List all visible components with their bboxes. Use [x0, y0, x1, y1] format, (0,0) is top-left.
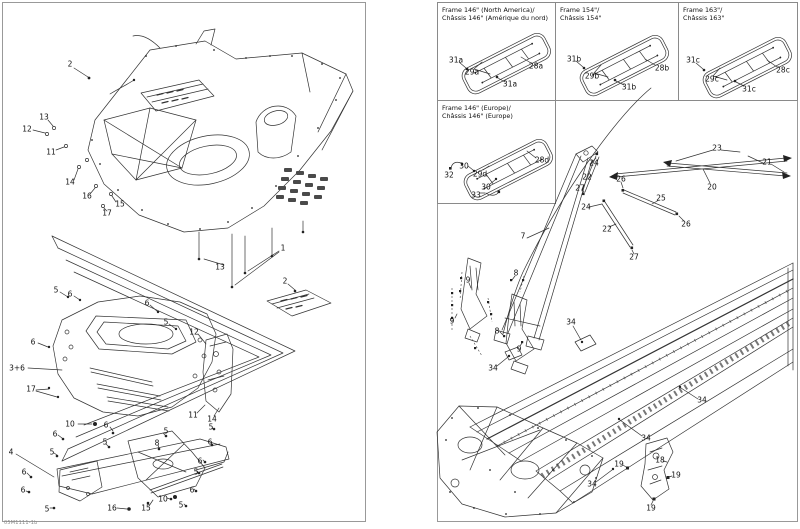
- callout-5: 5: [163, 317, 169, 327]
- callout-16: 16: [107, 503, 117, 513]
- callout-11: 11: [46, 147, 56, 157]
- callout-6: 6: [20, 485, 26, 495]
- callout-19: 19: [671, 470, 681, 480]
- callout-6: 6: [189, 485, 195, 495]
- callout-29c: 29c: [705, 74, 719, 84]
- callout-6: 6: [52, 429, 58, 439]
- callout-22: 22: [582, 172, 592, 182]
- callout-9: 9: [449, 316, 455, 326]
- callout-25: 25: [656, 193, 666, 203]
- callout-6: 6: [21, 467, 27, 477]
- callout-6: 6: [144, 298, 150, 308]
- inset-title-line1: Frame 146" (North America)/: [442, 6, 535, 14]
- callout-5: 5: [49, 447, 55, 457]
- callout-30: 30: [459, 161, 469, 171]
- callout-5: 5: [163, 426, 169, 436]
- callout-4: 4: [8, 447, 14, 457]
- callout-5: 5: [208, 422, 214, 432]
- callout-14: 14: [65, 177, 75, 187]
- callout-8: 8: [154, 438, 160, 448]
- right-page-art: [437, 88, 793, 517]
- callout-11: 11: [188, 410, 198, 420]
- callout-5: 5: [193, 467, 199, 477]
- callout-6: 6: [207, 437, 213, 447]
- callout-28a: 28a: [528, 61, 544, 71]
- callout-5: 5: [178, 500, 184, 510]
- callout-31a: 31a: [502, 79, 518, 89]
- callout-32: 32: [444, 170, 454, 180]
- callout-34: 34: [641, 433, 651, 443]
- callout-20: 20: [707, 182, 717, 192]
- callout-34: 34: [697, 395, 707, 405]
- callout-34: 34: [566, 317, 576, 327]
- callout-34: 34: [587, 479, 597, 489]
- inset-title-line2: Châssis 154": [560, 14, 602, 23]
- callout-10: 10: [158, 494, 168, 504]
- callout-13: 13: [39, 112, 49, 122]
- inset-title-line1: Frame 163"/: [683, 6, 723, 14]
- callout-6: 6: [197, 456, 203, 466]
- callout-31b: 31b: [621, 82, 637, 92]
- inset-title-line1: Frame 154"/: [560, 6, 600, 14]
- callout-10: 10: [65, 419, 75, 429]
- callout-15: 15: [115, 199, 125, 209]
- callout-13: 13: [215, 262, 225, 272]
- callout-18: 18: [655, 455, 665, 465]
- callout-29a: 29a: [464, 67, 480, 77]
- callout-9: 9: [516, 344, 522, 354]
- callout-31c: 31c: [742, 84, 756, 94]
- callout-28d: 28d: [534, 155, 550, 165]
- inset-title-line2: Châssis 163": [683, 14, 725, 23]
- inset-title-line1: Frame 146" (Europe)/: [442, 104, 511, 112]
- callout-12: 12: [189, 327, 199, 337]
- callout-8: 8: [494, 326, 500, 336]
- callout-6: 6: [67, 289, 73, 299]
- callout-33: 33: [471, 190, 481, 200]
- callout-17: 17: [102, 208, 112, 218]
- callout-26: 26: [616, 174, 626, 184]
- callout-31a: 31a: [448, 55, 464, 65]
- callout-27: 27: [575, 183, 585, 193]
- callout-9: 9: [465, 275, 471, 285]
- callout-19: 19: [646, 503, 656, 513]
- callout-23: 23: [712, 143, 722, 153]
- callout-16: 16: [82, 191, 92, 201]
- callout-28b: 28b: [654, 63, 670, 73]
- document-number: 05M1111-1b: [4, 520, 38, 526]
- callout-34: 34: [488, 363, 498, 373]
- callout-22: 22: [602, 224, 612, 234]
- callout-15: 15: [141, 503, 151, 513]
- callout-1: 1: [280, 243, 286, 253]
- inset-title-line2: Châssis 146" (Amérique du nord): [442, 14, 549, 23]
- callout-2: 2: [67, 59, 73, 69]
- callout-21: 21: [762, 157, 772, 167]
- callout-26: 26: [681, 219, 691, 229]
- callout-6: 6: [30, 337, 36, 347]
- callout-5: 5: [102, 437, 108, 447]
- callout-3+6: 3+6: [9, 363, 25, 373]
- callout-27: 27: [629, 252, 639, 262]
- callout-31b: 31b: [566, 54, 582, 64]
- callout-29b: 29b: [584, 71, 600, 81]
- callout-5: 5: [53, 285, 59, 295]
- callout-19: 19: [614, 459, 624, 469]
- inset-art: [449, 30, 795, 203]
- left-page-art: [16, 29, 353, 511]
- callout-6: 6: [103, 420, 109, 430]
- callout-24: 24: [589, 158, 599, 168]
- callout-14: 14: [207, 414, 217, 424]
- callout-2: 2: [282, 276, 288, 286]
- callout-17: 17: [26, 384, 36, 394]
- callout-12: 12: [22, 124, 32, 134]
- inset-title-line2: Châssis 146" (Europe): [442, 112, 513, 121]
- callout-5: 5: [44, 504, 50, 514]
- callout-30: 30: [481, 182, 491, 192]
- callout-8: 8: [513, 268, 519, 278]
- callout-28c: 28c: [776, 65, 790, 75]
- callout-31c: 31c: [686, 55, 700, 65]
- callout-24: 24: [581, 202, 591, 212]
- callout-7: 7: [520, 231, 526, 241]
- callout-29d: 29d: [472, 169, 488, 179]
